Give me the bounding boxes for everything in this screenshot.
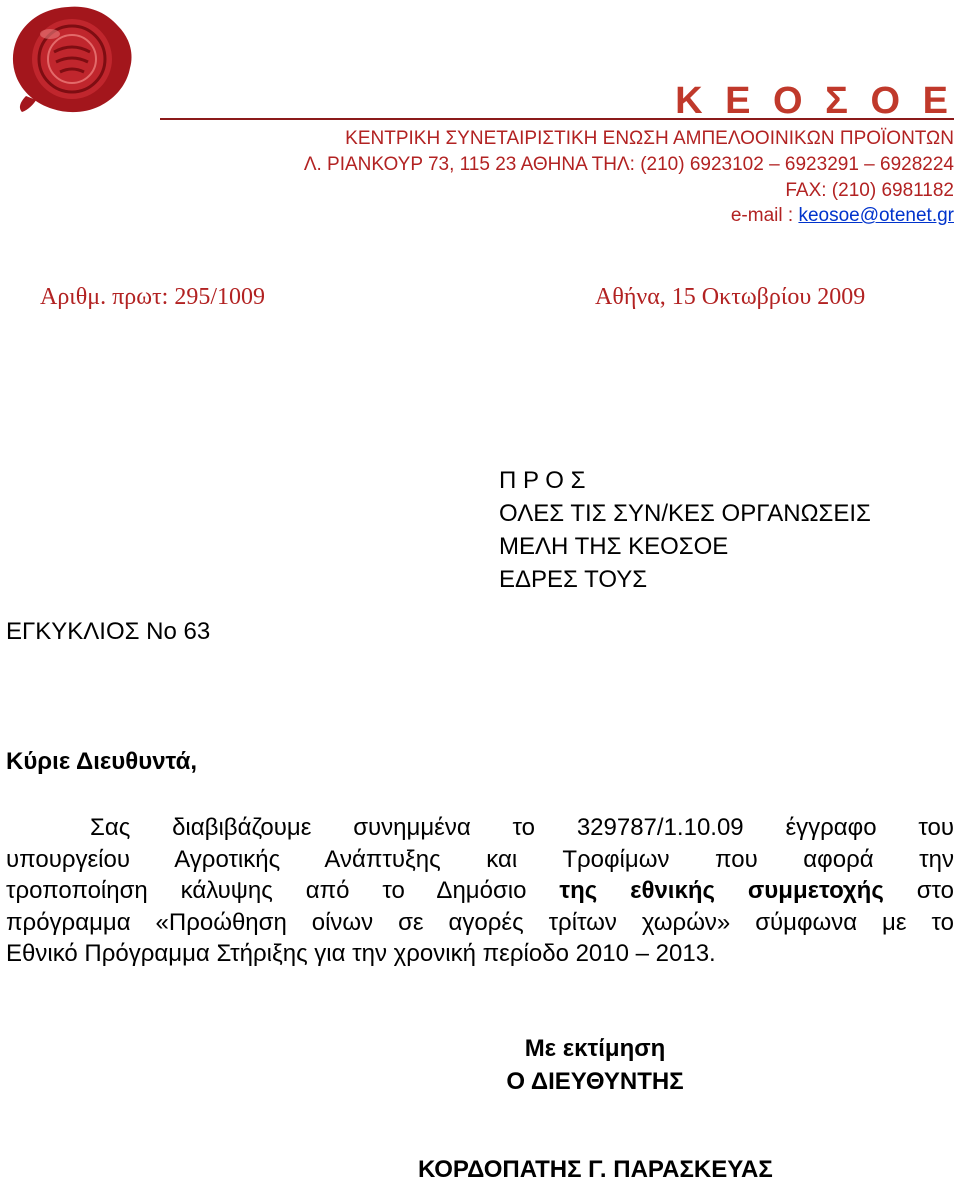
email-line	[731, 205, 954, 227]
body-line: πρόγραμμα «Προώθηση οίνων σε αγορές τρίτων χωρών» σύμφωνα με το	[6, 908, 954, 936]
letterhead-divider	[160, 118, 954, 120]
recipient-line: ΟΛΕΣ ΤΙΣ ΣΥΝ/ΚΕΣ ΟΡΓΑΝΩΣΕΙΣ	[499, 500, 871, 527]
signer-name: ΚΟΡΔΟΠΑΤΗΣ Γ. ΠΑΡΑΣΚΕΥΑΣ	[418, 1156, 773, 1183]
recipients-heading: Π Ρ Ο Σ	[499, 467, 586, 494]
protocol-number: Αριθμ. πρωτ: 295/1009	[40, 284, 265, 310]
email-link[interactable]: keosoe@otenet.gr	[798, 205, 954, 226]
closing-regards: Με εκτίμηση	[524, 1035, 666, 1062]
email-label: e-mail :	[730, 205, 799, 226]
address-phone: Λ. ΡΙΑΝΚΟΥΡ 73, 115 23 ΑΘΗΝΑ ΤΗΛ: (210) 6923102 – 6923291 – 6928224	[303, 154, 954, 175]
org-full-name: ΚΕΝΤΡΙΚΗ ΣΥΝΕΤΑΙΡΙΣΤΙΚΗ ΕΝΩΣΗ ΑΜΠΕΛΟΟΙΝΙΚΩΝ ΠΡΟΪΟΝΤΩΝ	[345, 128, 954, 149]
body-line: υπουργείου Αγροτικής Ανάπτυξης και Τροφίμων που αφορά την	[6, 845, 954, 873]
body-line: Σας διαβιβάζουμε συνημμένα το 329787/1.10.09 έγγραφο του	[90, 814, 954, 841]
signatory-title: Ο ΔΙΕΥΘΥΝΤΗΣ	[506, 1068, 684, 1095]
letter-body	[6, 812, 954, 970]
fax-number: FAX: (210) 6981182	[785, 180, 954, 201]
body-line: Εθνικό Πρόγραμμα Στήριξης για την χρονική περίοδο 2010 – 2013.	[6, 940, 716, 967]
body-bold-span: της εθνικής συμμετοχής	[559, 877, 884, 904]
body-text-span: στο	[883, 877, 955, 904]
recipient-line: ΜΕΛΗ ΤΗΣ ΚΕΟΣΟΕ	[499, 533, 729, 560]
body-text-span: τροποποίηση κάλυψης από το Δημόσιο	[6, 877, 560, 904]
circular-number: ΕΓΚΥΚΛΙΟΣ Νο 63	[6, 618, 211, 645]
salutation: Κύριε Διευθυντά,	[6, 748, 198, 775]
org-acronym: Κ Ε Ο Σ Ο Ε	[675, 80, 954, 122]
letter-date: Αθήνα, 15 Οκτωβρίου 2009	[595, 284, 866, 310]
wax-seal-icon	[6, 4, 136, 116]
recipients-block	[499, 464, 871, 596]
closing-block	[420, 1032, 770, 1098]
body-line	[6, 875, 954, 907]
recipient-line: ΕΔΡΕΣ ΤΟΥΣ	[499, 566, 648, 593]
